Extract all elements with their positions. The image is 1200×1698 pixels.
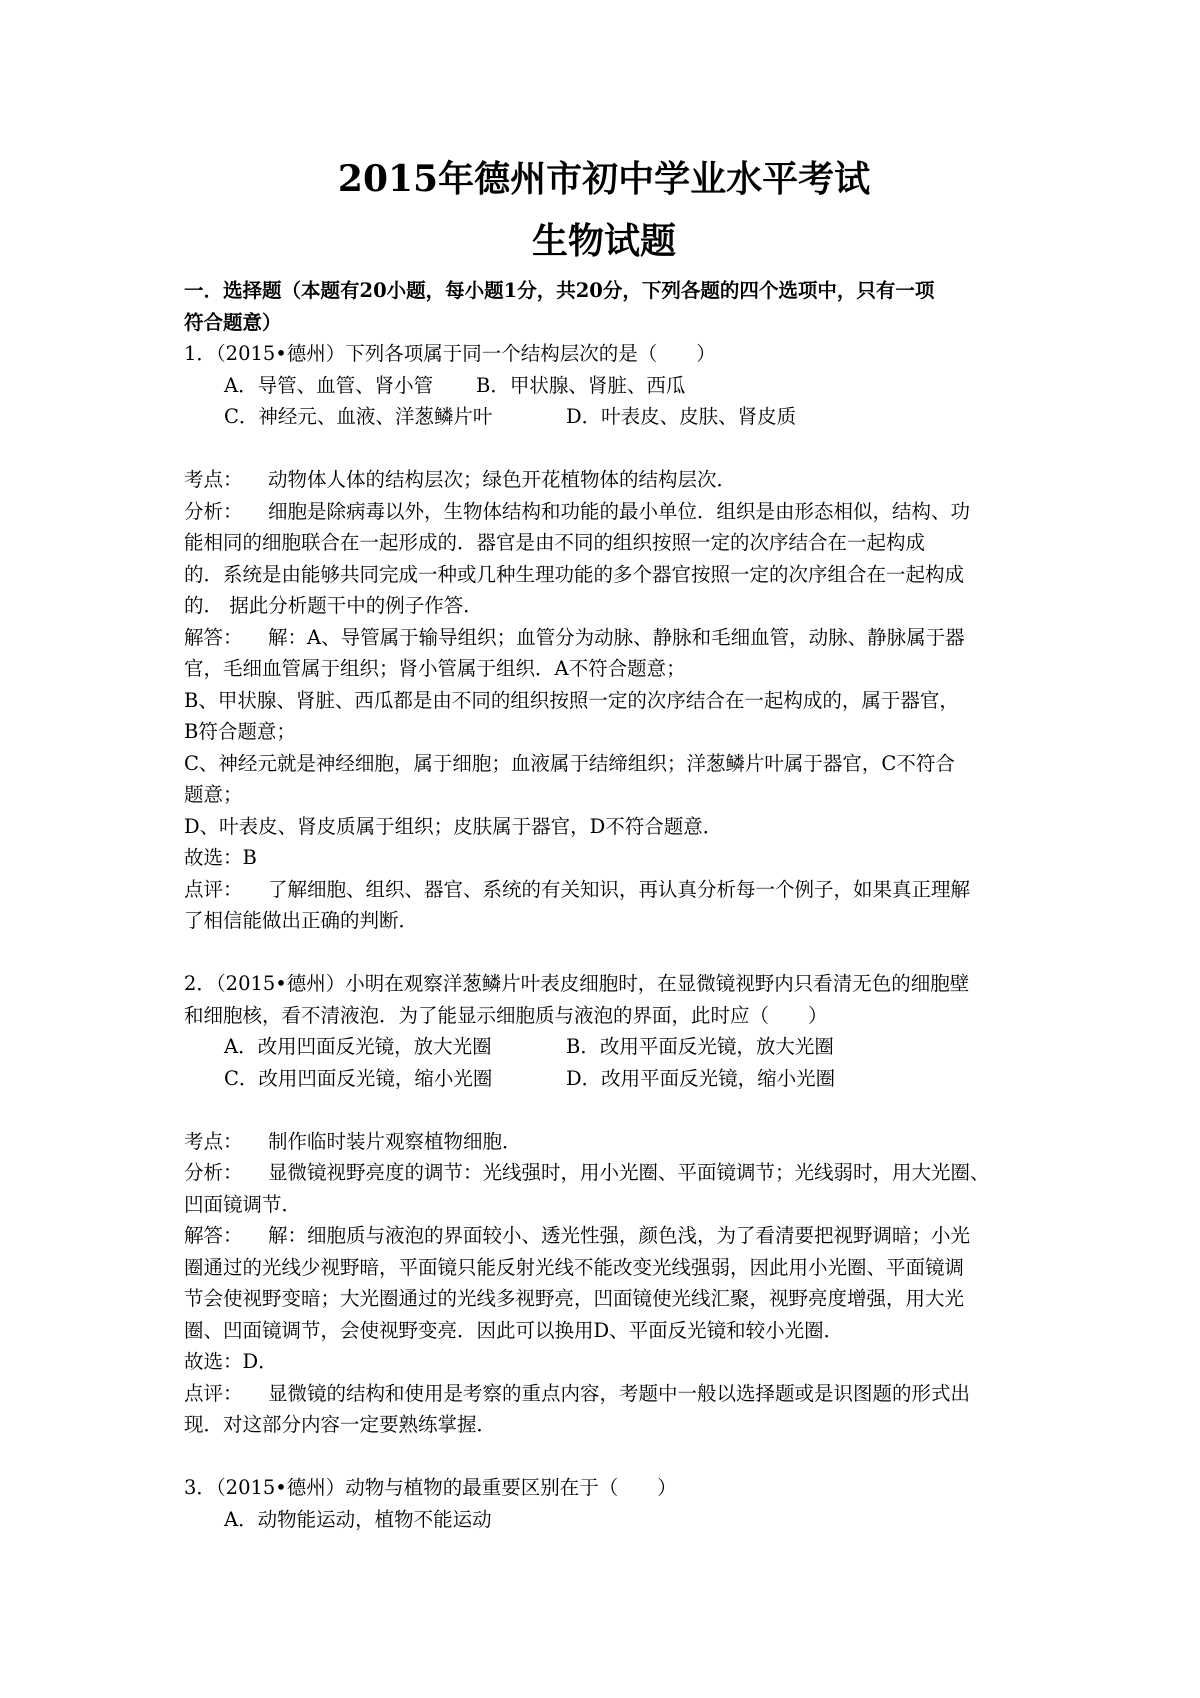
question-1-stem: 1．（2015•德州）下列各项属于同一个结构层次的是（ ） bbox=[184, 342, 716, 365]
question-1-dianping-cont: 了相信能做出正确的判断． bbox=[184, 909, 419, 932]
question-1-option-d: D．叶表皮、皮肤、肾皮质 bbox=[566, 405, 797, 428]
question-1-option-b: B．甲状腺、肾脏、西瓜 bbox=[476, 373, 686, 397]
question-2-jieda-cont: 圈、凹面镜调节，会使视野变亮．因此可以换用D、平面反光镜和较小光圈． bbox=[184, 1318, 844, 1342]
spacer bbox=[184, 937, 1024, 969]
question-2-jieda-cont: 节会使视野变暗；大光圈通过的光线多视野亮，凹面镜使光线汇聚，视野亮度增强，用大光 bbox=[184, 1287, 965, 1310]
question-2-option-d: D．改用平面反光镜，缩小光圈 bbox=[566, 1066, 836, 1090]
question-1-jieda-cont: C、神经元就是神经细胞，属于细胞；血液属于结缔组织；洋葱鳞片叶属于器官，C不符合 bbox=[184, 751, 955, 775]
question-3-option-a: A．动物能运动，植物不能运动 bbox=[224, 1507, 492, 1531]
question-2-options-ab bbox=[184, 1031, 1024, 1063]
question-1-kaodian bbox=[184, 464, 1024, 496]
jieda-label: 解答： bbox=[184, 1224, 243, 1247]
jieda-label: 解答： bbox=[184, 625, 243, 649]
question-1-dianping bbox=[184, 874, 1024, 906]
question-1-options-ab bbox=[184, 370, 1024, 402]
question-1-fenxi bbox=[184, 496, 1024, 528]
spacer bbox=[184, 433, 1024, 465]
section-heading: 一．选择题（本题有20小题，每小题1分，共20分，下列各题的四个选项中，只有一项 bbox=[184, 279, 935, 302]
question-1-option-c: C．神经元、血液、洋葱鳞片叶 bbox=[224, 405, 493, 428]
question-1-jieda-cont: 官，毛细血管属于组织；肾小管属于组织．A不符合题意； bbox=[184, 657, 686, 680]
question-1-fenxi-cont: 的． 据此分析题干中的例子作答． bbox=[184, 594, 483, 617]
question-1-jieda-cont: B、甲状腺、肾脏、西瓜都是由不同的组织按照一定的次序结合在一起构成的，属于器官， bbox=[184, 688, 959, 712]
fenxi-text: 显微镜视野亮度的调节：光线强时，用小光圈、平面镜调节；光线弱时，用大光圈、 bbox=[268, 1161, 990, 1184]
kaodian-text: 制作临时装片观察植物细胞． bbox=[268, 1129, 522, 1153]
jieda-text: 解：细胞质与液泡的界面较小、透光性强，颜色浅，为了看清要把视野调暗；小光 bbox=[268, 1224, 971, 1247]
question-1-jieda-cont: 题意； bbox=[184, 783, 243, 806]
question-2-jieda bbox=[184, 1220, 1024, 1252]
question-2-options-cd bbox=[184, 1063, 1024, 1095]
exam-body bbox=[184, 275, 1024, 1535]
question-2-kaodian bbox=[184, 1126, 1024, 1158]
question-2-fenxi-cont: 凹面镜调节． bbox=[184, 1192, 302, 1216]
question-1-answer: 故选：B bbox=[184, 846, 257, 869]
question-2-fenxi bbox=[184, 1157, 1024, 1189]
question-2-stem-cont: 和细胞核，看不清液泡．为了能显示细胞质与液泡的界面，此时应（ ） bbox=[184, 1003, 828, 1027]
question-2-jieda-cont: 圈通过的光线少视野暗，平面镜只能反射光线不能改变光线强弱，因此用小光圈、平面镜调 bbox=[184, 1255, 965, 1279]
kaodian-label: 考点： bbox=[184, 1129, 243, 1153]
fenxi-text: 细胞是除病毒以外，生物体结构和功能的最小单位．组织是由形态相似，结构、功 bbox=[268, 499, 971, 523]
question-1-jieda-cont: D、叶表皮、肾皮质属于组织；皮肤属于器官，D不符合题意． bbox=[184, 814, 723, 838]
kaodian-label: 考点： bbox=[184, 468, 243, 491]
spacer bbox=[184, 1094, 1024, 1126]
spacer bbox=[184, 1441, 1024, 1473]
dianping-text: 显微镜的结构和使用是考察的重点内容，考题中一般以选择题或是识图题的形式出 bbox=[268, 1381, 971, 1405]
dianping-label: 点评： bbox=[184, 1381, 243, 1405]
question-2-option-c: C．改用凹面反光镜，缩小光圈 bbox=[224, 1066, 493, 1090]
fenxi-label: 分析： bbox=[184, 499, 243, 523]
jieda-text: 解：A、导管属于输导组织；血管分为动脉、静脉和毛细血管，动脉、静脉属于器 bbox=[268, 625, 965, 649]
question-1-option-a: A．导管、血管、肾小管 bbox=[224, 373, 434, 397]
fenxi-label: 分析： bbox=[184, 1161, 243, 1184]
question-1-fenxi-cont: 能相同的细胞联合在一起形成的．器官是由不同的组织按照一定的次序结合在一起构成 bbox=[184, 531, 926, 554]
section-heading-cont: 符合题意） bbox=[184, 310, 282, 334]
kaodian-text: 动物体人体的结构层次；绿色开花植物体的结构层次． bbox=[268, 468, 737, 491]
page-subtitle: 生物试题 bbox=[531, 220, 676, 262]
question-1-fenxi-cont: 的．系统是由能够共同完成一种或几种生理功能的多个器官按照一定的次序组合在一起构成 bbox=[184, 562, 965, 586]
page-title: 2015年德州市初中学业水平考试 bbox=[337, 158, 871, 200]
question-2-answer: 故选：D． bbox=[184, 1350, 278, 1373]
question-3-stem: 3．（2015•德州）动物与植物的最重要区别在于（ ） bbox=[184, 1476, 677, 1499]
question-1-options-cd bbox=[184, 401, 1024, 433]
question-2-option-b: B．改用平面反光镜，放大光圈 bbox=[566, 1035, 834, 1058]
question-2-option-a: A．改用凹面反光镜，放大光圈 bbox=[224, 1035, 492, 1058]
dianping-text: 了解细胞、组织、器官、系统的有关知识，再认真分析每一个例子，如果真正理解 bbox=[268, 877, 971, 901]
question-2-dianping bbox=[184, 1378, 1024, 1410]
question-1-jieda-cont: B符合题意； bbox=[184, 720, 296, 743]
question-2-dianping-cont: 现．对这部分内容一定要熟练掌握． bbox=[184, 1413, 497, 1436]
question-2-stem: 2．（2015•德州）小明在观察洋葱鳞片叶表皮细胞时，在显微镜视野内只看清无色的细胞壁 bbox=[184, 972, 970, 995]
question-1-jieda bbox=[184, 622, 1024, 654]
dianping-label: 点评： bbox=[184, 877, 243, 901]
